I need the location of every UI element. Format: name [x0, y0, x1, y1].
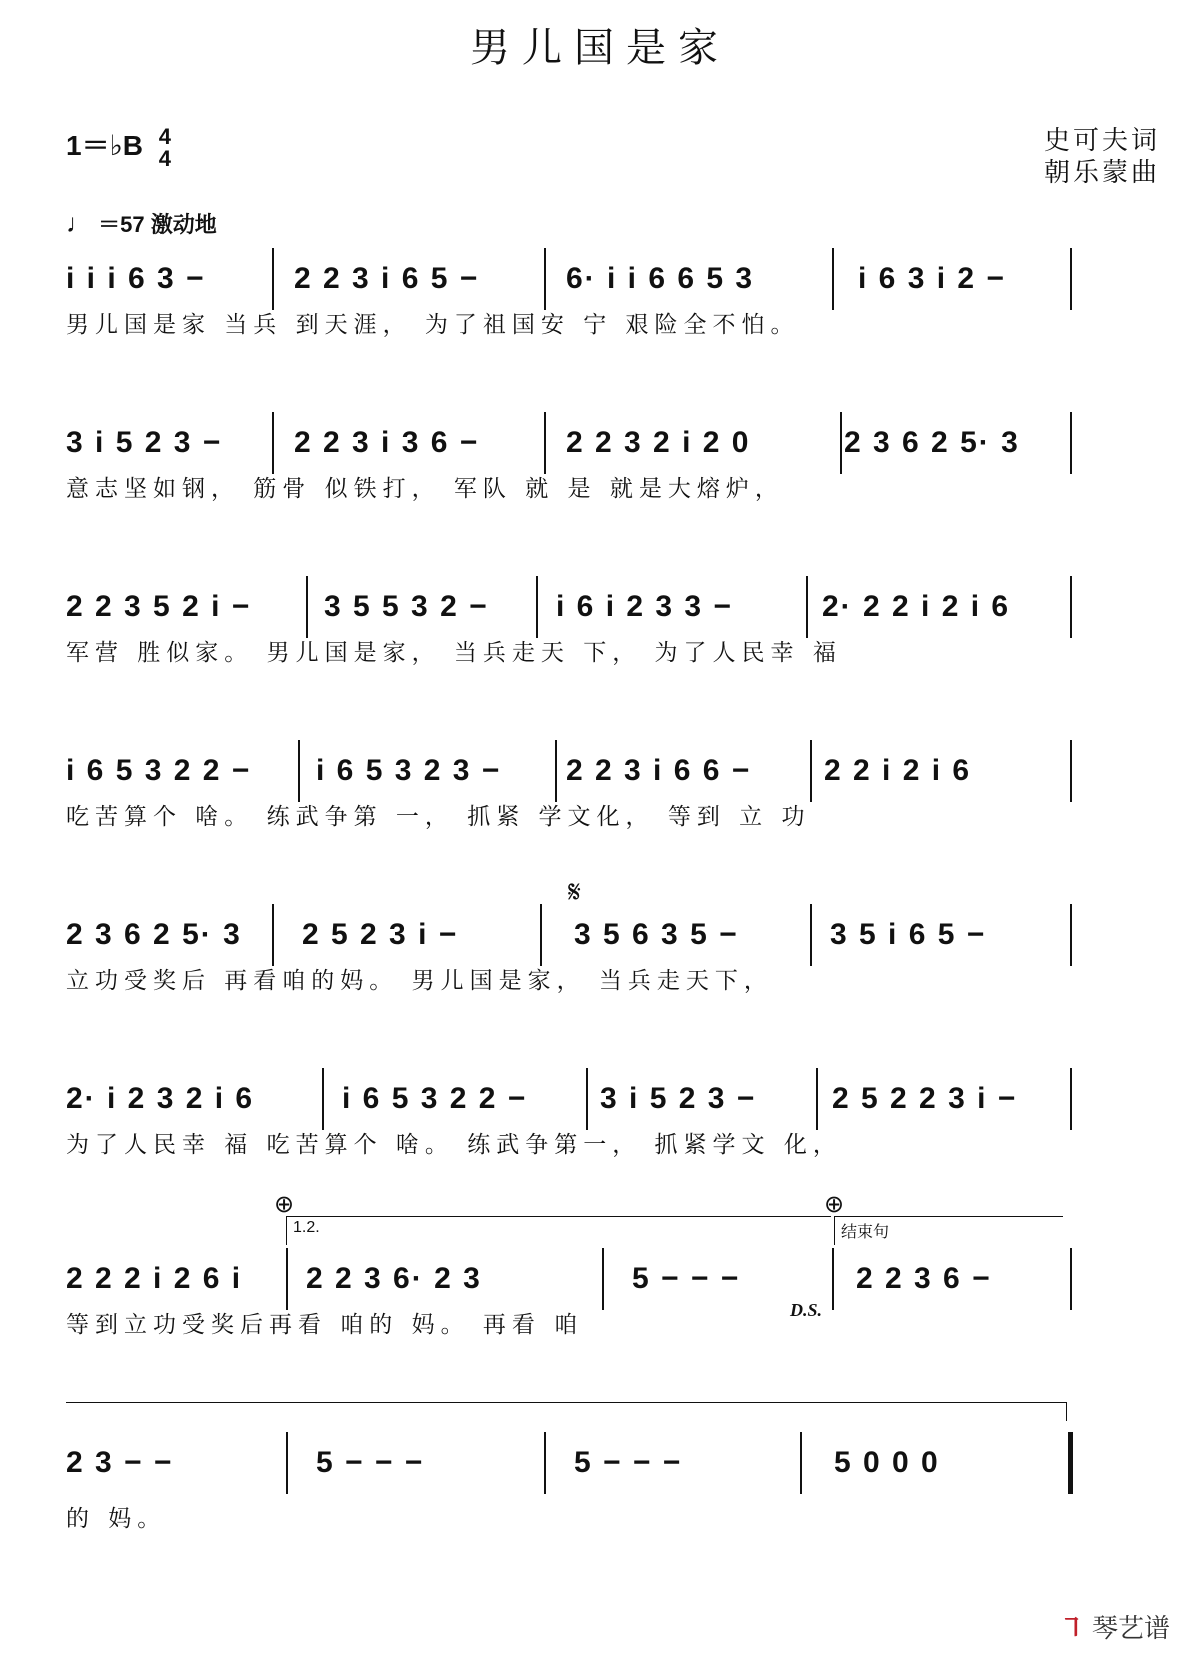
measure: 2 5 2 2 3 i −	[832, 1082, 1018, 1115]
measure: 5 − − −	[316, 1446, 425, 1479]
measure: 2· i 2 3 2 i 6	[66, 1082, 255, 1115]
measure: 3 i 5 2 3 −	[66, 426, 223, 459]
barline	[272, 248, 274, 310]
measure: 3 5 5 3 2 −	[324, 590, 489, 623]
barline	[832, 1248, 834, 1310]
barline	[1068, 1432, 1073, 1494]
lyric-line: 男儿国是家 当兵 到天涯， 为了祖国安 宁 艰险全不怕。	[66, 312, 800, 338]
barline	[810, 740, 812, 802]
barline	[800, 1432, 802, 1494]
quarter-note-icon: ♩	[66, 208, 92, 238]
tempo-text: ＝57 激动地	[98, 212, 217, 237]
barline	[840, 412, 842, 474]
coda-icon: ⊕	[274, 1192, 295, 1218]
time-top: 4	[158, 123, 172, 149]
barline	[540, 904, 542, 966]
barline	[306, 576, 308, 638]
measure: 2 2 i 2 i 6	[824, 754, 972, 787]
measure: 5 − − −	[574, 1446, 683, 1479]
barline	[1070, 904, 1072, 966]
measure: 2 2 3 i 6 6 −	[566, 754, 752, 787]
barline	[536, 576, 538, 638]
logo-icon: ㇕	[1058, 1613, 1085, 1643]
measure: 2 2 3 i 3 6 −	[294, 426, 480, 459]
final-bracket	[66, 1402, 1067, 1421]
measure: 2· 2 2 i 2 i 6	[822, 590, 1011, 623]
barline	[322, 1068, 324, 1130]
measure: 2 2 3 i 6 5 −	[294, 262, 480, 295]
measure: i 6 3 i 2 −	[858, 262, 1006, 295]
time-signature	[158, 123, 172, 171]
lyric-line: 的 妈。	[66, 1506, 167, 1532]
barline	[816, 1068, 818, 1130]
measure: 2 3 6 2 5· 3	[844, 426, 1020, 459]
measure: 2 3 6 2 5· 3	[66, 918, 242, 951]
measure: 2 3 − −	[66, 1446, 174, 1479]
measure: 5 − − −	[632, 1262, 741, 1295]
barline	[806, 576, 808, 638]
lyric-line: 立功受奖后 再看咱的妈。 男儿国是家， 当兵走天下，	[66, 968, 773, 994]
measure: i i i 6 3 −	[66, 262, 206, 295]
measure: 3 5 i 6 5 −	[830, 918, 987, 951]
measure: 3 5 6 3 5 −	[574, 918, 739, 951]
measure: 2 2 3 5 2 i −	[66, 590, 252, 623]
measure: i 6 i 2 3 3 −	[556, 590, 733, 623]
measure: 2 5 2 3 i −	[302, 918, 459, 951]
barline	[544, 1432, 546, 1494]
measure: 2 2 3 2 i 2 0	[566, 426, 751, 459]
measure: i 6 5 3 2 2 −	[66, 754, 252, 787]
tempo-marking	[66, 208, 217, 239]
coda-icon: ⊕	[824, 1192, 845, 1218]
lyric-line: 等到立功受奖后再看 咱的 妈。 再看 咱	[66, 1312, 584, 1338]
measure: 2 2 3 6· 2 3	[306, 1262, 482, 1295]
song-title: 男儿国是家	[470, 25, 730, 71]
barline	[602, 1248, 604, 1310]
barline	[1070, 1248, 1072, 1310]
barline	[272, 412, 274, 474]
barline	[586, 1068, 588, 1130]
volta-bracket	[834, 1216, 1063, 1245]
volta-bracket	[286, 1216, 831, 1245]
measure: 2 2 2 i 2 6 i	[66, 1262, 243, 1295]
segno-icon: 𝄋	[568, 876, 581, 909]
measure: 5 0 0 0	[834, 1446, 940, 1479]
time-bottom: 4	[158, 145, 172, 171]
lyric-line: 意志坚如钢， 筋骨 似铁打， 军队 就 是 就是大熔炉，	[66, 476, 784, 502]
volta-label: 1.2.	[293, 1219, 320, 1236]
logo-text: 琴艺谱	[1091, 1613, 1170, 1643]
site-logo	[1059, 1608, 1170, 1645]
key-label: 1＝♭B	[66, 130, 144, 161]
measure: 2 2 3 6 −	[856, 1262, 992, 1295]
score-row	[66, 1432, 1144, 1522]
barline	[810, 904, 812, 966]
barline	[272, 904, 274, 966]
key-signature	[66, 124, 171, 170]
lyric-line: 为了人民幸 福 吃苦算个 啥。 练武争第一， 抓紧学文 化，	[66, 1132, 842, 1158]
barline	[832, 248, 834, 310]
lyric-line: 军营 胜似家。 男儿国是家， 当兵走天 下， 为了人民幸 福	[66, 640, 842, 666]
barline	[286, 1432, 288, 1494]
barline	[1070, 1068, 1072, 1130]
measure: 6· i i 6 6 5 3	[566, 262, 755, 295]
barline	[286, 1248, 288, 1310]
barline	[544, 248, 546, 310]
barline	[544, 412, 546, 474]
composer: 朝乐蒙曲	[1043, 158, 1160, 188]
measure: 3 i 5 2 3 −	[600, 1082, 757, 1115]
barline	[555, 740, 557, 802]
barline	[298, 740, 300, 802]
lyric-line: 吃苦算个 啥。 练武争第 一， 抓紧 学文化， 等到 立 功	[66, 804, 811, 830]
barline	[1070, 740, 1072, 802]
barline	[1070, 412, 1072, 474]
barline	[1070, 576, 1072, 638]
barline	[1070, 248, 1072, 310]
lyricist: 史可夫词	[1043, 126, 1160, 156]
dal-segno-marking: D.S.	[790, 1300, 823, 1320]
volta-label: 结束句	[841, 1224, 890, 1241]
measure: i 6 5 3 2 3 −	[316, 754, 502, 787]
measure: i 6 5 3 2 2 −	[342, 1082, 528, 1115]
